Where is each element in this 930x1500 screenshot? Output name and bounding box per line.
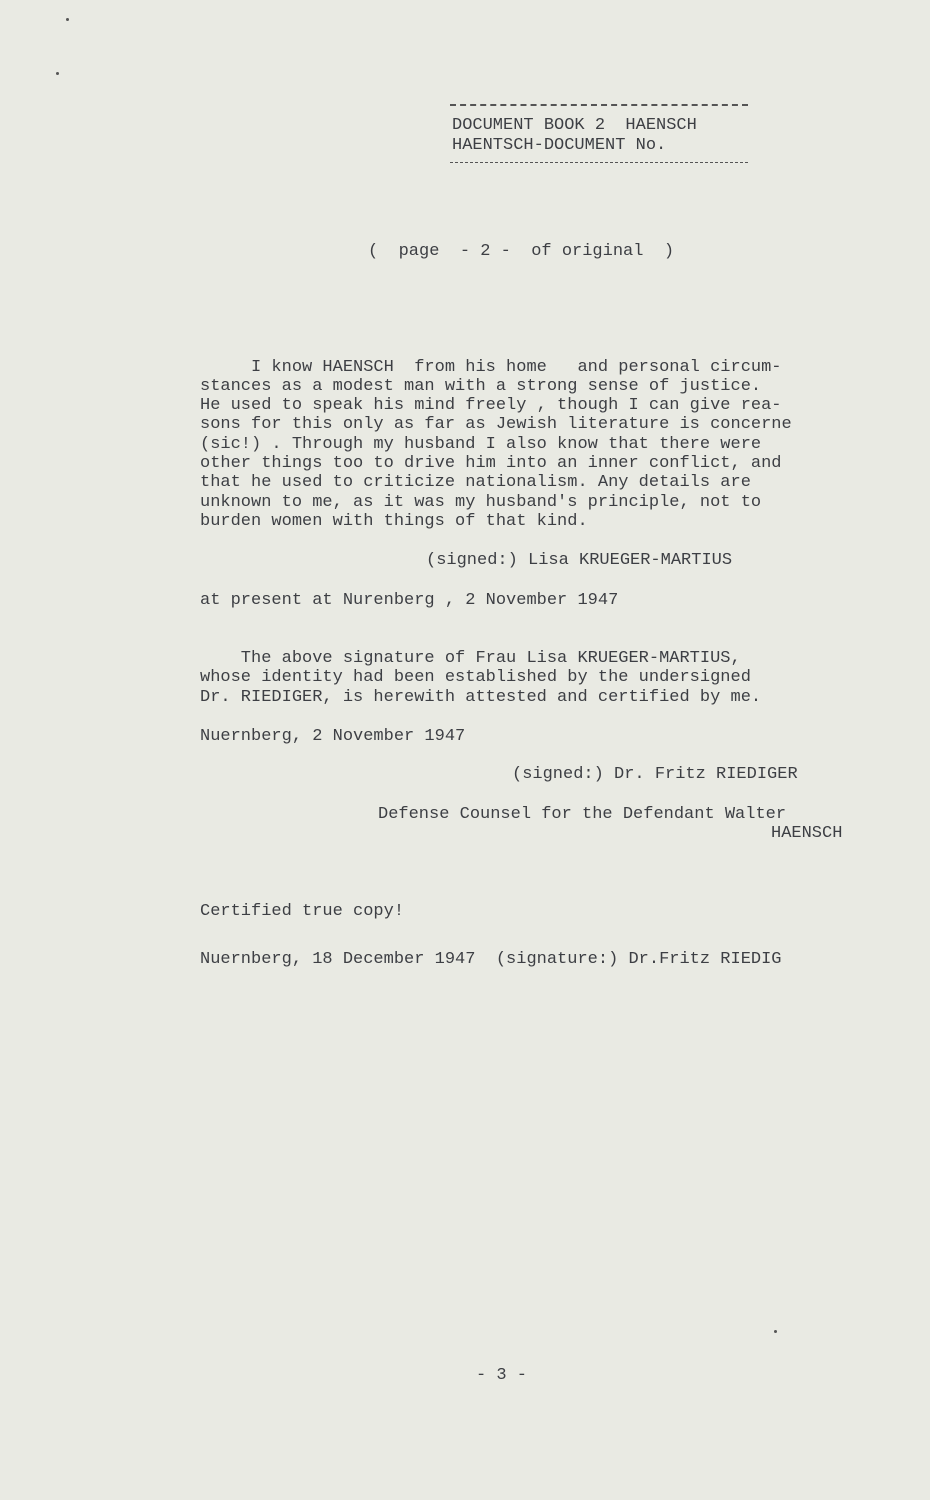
paper-speck bbox=[56, 72, 59, 75]
defendant-name-line: HAENSCH bbox=[771, 824, 843, 843]
statement-place-date: at present at Nurenberg , 2 November 1947 bbox=[200, 591, 619, 610]
attestation-signature: (signed:) Dr. Fritz RIEDIGER bbox=[512, 765, 798, 784]
document-book-line: DOCUMENT BOOK 2 HAENSCH bbox=[452, 116, 697, 135]
certified-copy-label: Certified true copy! bbox=[200, 902, 405, 921]
defense-counsel-line: Defense Counsel for the Defendant Walter bbox=[378, 805, 787, 824]
statement-line: unknown to me, as it was my husband's principle, not to bbox=[200, 493, 762, 512]
document-number-line: HAENTSCH-DOCUMENT No. bbox=[452, 136, 667, 155]
original-page-reference: ( page - 2 - of original ) bbox=[368, 242, 675, 261]
page-number: - 3 - bbox=[476, 1366, 528, 1385]
attestation-line: Dr. RIEDIGER, is herewith attested and certified by me. bbox=[200, 688, 762, 707]
paper-speck bbox=[66, 18, 69, 21]
attestation-line: whose identity had been established by the undersigned bbox=[200, 668, 751, 687]
statement-line: other things too to drive him into an inner conflict, and bbox=[200, 454, 782, 473]
paper-speck bbox=[774, 1330, 777, 1333]
statement-line: He used to speak his mind freely , though I can give rea- bbox=[200, 396, 782, 415]
header-top-rule bbox=[450, 104, 748, 106]
statement-signature: (signed:) Lisa KRUEGER-MARTIUS bbox=[426, 551, 733, 570]
header-bottom-rule bbox=[450, 162, 748, 163]
statement-line: sons for this only as far as Jewish literature is concerne bbox=[200, 415, 792, 434]
certification-line: Nuernberg, 18 December 1947 (signature:) Dr.Fritz RIEDIG bbox=[200, 950, 782, 969]
statement-line: burden women with things of that kind. bbox=[200, 512, 588, 531]
statement-line: I know HAENSCH from his home and personal circum- bbox=[200, 358, 782, 377]
statement-line: that he used to criticize nationalism. Any details are bbox=[200, 473, 751, 492]
attestation-place-date: Nuernberg, 2 November 1947 bbox=[200, 727, 466, 746]
statement-line: stances as a modest man with a strong sense of justice. bbox=[200, 377, 762, 396]
statement-line: (sic!) . Through my husband I also know that there were bbox=[200, 435, 762, 454]
attestation-line: The above signature of Frau Lisa KRUEGER-MARTIUS, bbox=[200, 649, 741, 668]
